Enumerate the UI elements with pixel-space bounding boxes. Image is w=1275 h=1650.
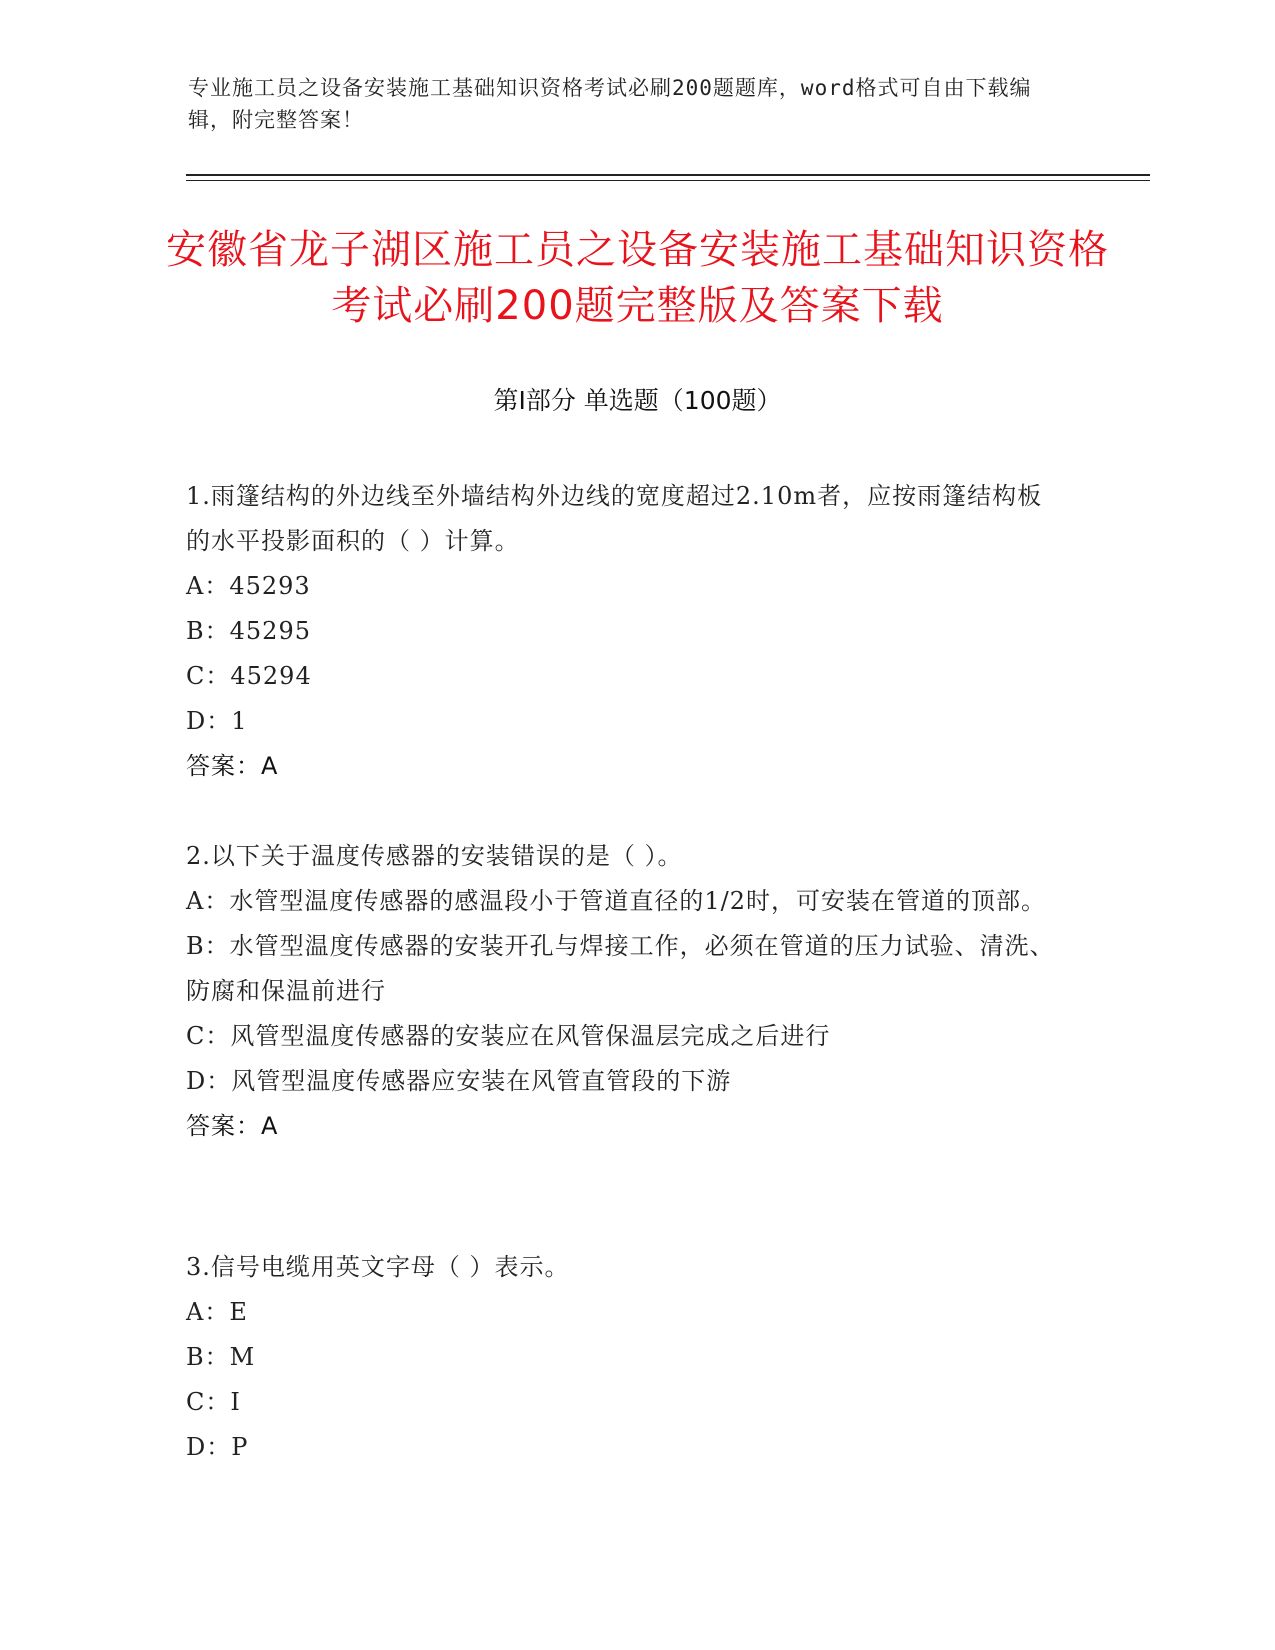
header-divider-thin [186,180,1150,181]
option-d [186,1425,1066,1470]
question-stem: 3.信号电缆用英文字母（ ）表示。 [186,1253,570,1281]
option-text: I [230,1388,241,1416]
option-text: E [229,1298,248,1326]
option-text: 45294 [230,662,312,690]
option-key: D： [186,707,232,735]
question-stem: 1.雨篷结构的外边线至外墙结构外边线的宽度超过2.10m者，应按雨篷结构板的水平投影面积的（ ）计算。 [186,482,1043,555]
option-c [186,1014,1066,1059]
answer-line: 答案：A [186,752,279,780]
option-key: B： [186,1343,230,1371]
answer-line: 答案：A [186,1112,279,1140]
option-key: A： [186,887,230,915]
option-text: M [229,1343,256,1371]
option-key: D： [186,1433,232,1461]
header-note: 专业施工员之设备安装施工基础知识资格考试必刷200题题库，word格式可自由下载编辑，附完整答案！ [188,76,1032,132]
option-text: 水管型温度传感器的感温段小于管道直径的1/2时，可安装在管道的顶部。 [229,887,1046,915]
header-divider-thick [186,174,1150,176]
option-text: 水管型温度传感器的安装开孔与焊接工作，必须在管道的压力试验、清洗、防腐和保温前进行 [186,932,1055,1005]
option-key: C： [186,1388,231,1416]
option-c [186,1380,1066,1425]
question-stem: 2.以下关于温度传感器的安装错误的是（ ）。 [186,842,683,870]
option-text: 45295 [229,617,311,645]
question-3 [186,1245,1066,1470]
option-text: 45293 [229,572,311,600]
option-key: D： [186,1067,232,1095]
option-a [186,1290,1066,1335]
document-title: 安徽省龙子湖区施工员之设备安装施工基础知识资格考试必刷200题完整版及答案下载 [166,227,1109,329]
question-2 [186,834,1066,1149]
option-key: B： [186,617,230,645]
option-a [186,879,1066,924]
option-b [186,924,1066,1014]
option-c [186,654,1066,699]
question-1 [186,474,1066,789]
option-key: A： [186,1298,230,1326]
option-a [186,564,1066,609]
option-text: P [231,1433,249,1461]
option-text: 风管型温度传感器应安装在风管直管段的下游 [231,1067,732,1095]
option-text: 1 [231,707,248,735]
option-key: C： [186,662,231,690]
option-key: C： [186,1022,231,1050]
option-d [186,1059,1066,1104]
option-d [186,699,1066,744]
option-b [186,609,1066,654]
option-text: 风管型温度传感器的安装应在风管保温层完成之后进行 [230,1022,831,1050]
section-title: 第Ⅰ部分 单选题（100题） [493,386,782,415]
option-b [186,1335,1066,1380]
option-key: B： [186,932,230,960]
option-key: A： [186,572,230,600]
